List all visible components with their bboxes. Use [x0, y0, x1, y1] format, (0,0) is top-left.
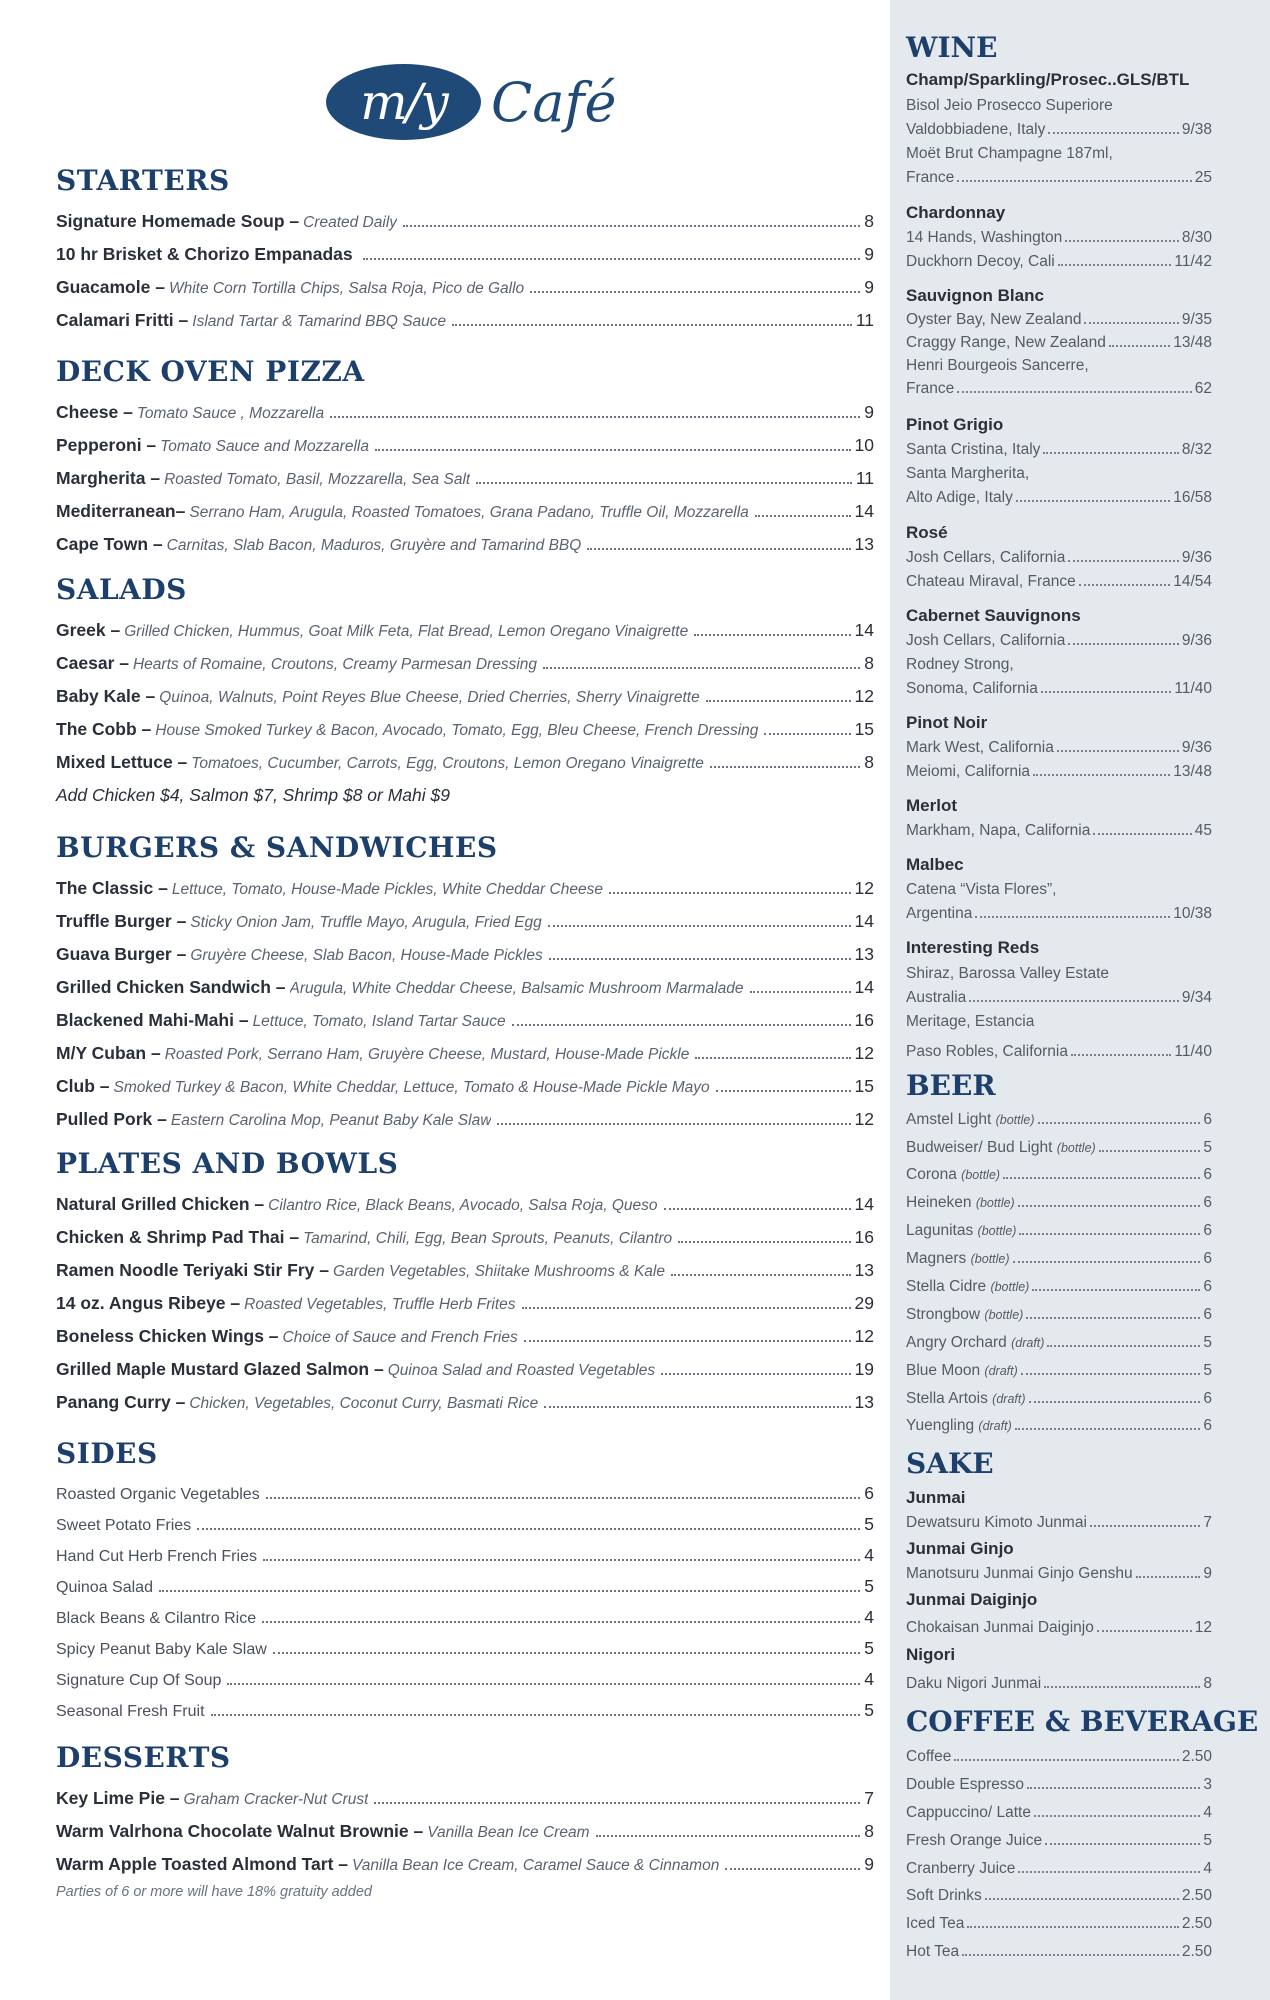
menu-item: The Cobb – House Smoked Turkey & Bacon, Avocado, Tomato, Egg, Bleu Cheese, French Dressing 15: [56, 719, 874, 739]
burgers-section: [56, 830, 874, 1136]
sake-line: Manotsuru Junmai Ginjo Genshu 9: [906, 1565, 1212, 1582]
wine-line: Paso Robles, California 11/40: [906, 1043, 1212, 1060]
menu-item: Sweet Potato Fries 5: [56, 1514, 874, 1534]
beer-title: BEER: [906, 1069, 996, 1102]
wine-line: Duckhorn Decoy, Cali 11/42: [906, 253, 1212, 270]
menu-item: Mixed Lettuce – Tomatoes, Cucumber, Carrots, Egg, Croutons, Lemon Oregano Vinaigrette 8: [56, 752, 874, 772]
menu-item: Chicken & Shrimp Pad Thai – Tamarind, Chili, Egg, Bean Sprouts, Peanuts, Cilantro 16: [56, 1227, 874, 1247]
beverage-line: Soft Drinks 2.50: [906, 1887, 1212, 1904]
wine-category: Merlot: [906, 796, 957, 815]
menu-item: Signature Cup Of Soup 4: [56, 1669, 874, 1689]
menu-item: Panang Curry – Chicken, Vegetables, Coconut Curry, Basmati Rice 13: [56, 1392, 874, 1412]
menu-item: Key Lime Pie – Graham Cracker-Nut Crust 7: [56, 1788, 874, 1808]
wine-line: Catena “Vista Flores”,: [906, 881, 1057, 898]
wine-line: Bisol Jeio Prosecco Superiore: [906, 97, 1113, 114]
starters-section: [56, 163, 874, 337]
wine-line: Markham, Napa, California 45: [906, 822, 1212, 839]
menu-item: Margherita – Roasted Tomato, Basil, Mozzarella, Sea Salt 11: [56, 468, 874, 488]
wine-line: Chateau Miraval, France 14/54: [906, 573, 1212, 590]
sake-category: Junmai Ginjo: [906, 1539, 1014, 1558]
wine-category: Champ/Sparkling/Prosec..GLS/BTL: [906, 70, 1190, 89]
menu-item: 10 hr Brisket & Chorizo Empanadas 9: [56, 244, 874, 264]
sake-line: Dewatsuru Kimoto Junmai 7: [906, 1514, 1212, 1531]
wine-line: Meiomi, California 13/48: [906, 763, 1212, 780]
wine-title: WINE: [906, 31, 998, 64]
logo-monogram: m/y: [326, 64, 481, 140]
wine-line: Oyster Bay, New Zealand 9/35: [906, 311, 1212, 328]
beverage-line: Coffee 2.50: [906, 1748, 1212, 1765]
beverage-line: Cappuccino/ Latte 4: [906, 1804, 1212, 1821]
wine-category: Pinot Grigio: [906, 415, 1004, 434]
wine-line: 14 Hands, Washington 8/30: [906, 229, 1212, 246]
salads-section: [56, 572, 874, 812]
wine-line: Josh Cellars, California 9/36: [906, 632, 1212, 649]
menu-item: Mediterranean– Serrano Ham, Arugula, Roasted Tomatoes, Grana Padano, Truffle Oil, Mozzarella 14: [56, 501, 874, 521]
section-title: SALADS: [56, 573, 187, 606]
menu-item: Seasonal Fresh Fruit 5: [56, 1700, 874, 1720]
menu-item: Cheese – Tomato Sauce , Mozzarella 9: [56, 402, 874, 422]
menu-item: Grilled Chicken Sandwich – Arugula, White Cheddar Cheese, Balsamic Mushroom Marmalade 14: [56, 977, 874, 997]
wine-line: Argentina 10/38: [906, 905, 1212, 922]
wine-category: Rosé: [906, 523, 948, 542]
beverage-line: Cranberry Juice 4: [906, 1860, 1212, 1877]
beer-line: Stella Cidre (bottle) 6: [906, 1278, 1212, 1295]
wine-line: Mark West, California 9/36: [906, 739, 1212, 756]
menu-item: Pepperoni – Tomato Sauce and Mozzarella 10: [56, 435, 874, 455]
add-protein-note: Add Chicken $4, Salmon $7, Shrimp $8 or Mahi $9: [56, 785, 450, 805]
cafe-logo: [326, 62, 616, 142]
beer-line: Strongbow (bottle) 6: [906, 1306, 1212, 1323]
section-title: DESSERTS: [56, 1741, 231, 1774]
menu-item: Baby Kale – Quinoa, Walnuts, Point Reyes Blue Cheese, Dried Cherries, Sherry Vinaigrette 12: [56, 686, 874, 706]
wine-line: Alto Adige, Italy 16/58: [906, 489, 1212, 506]
wine-category: Cabernet Sauvignons: [906, 606, 1081, 625]
sake-title: SAKE: [906, 1447, 994, 1480]
menu-item: Greek – Grilled Chicken, Hummus, Goat Milk Feta, Flat Bread, Lemon Oregano Vinaigrette 14: [56, 620, 874, 640]
menu-item: Black Beans & Cilantro Rice 4: [56, 1607, 874, 1627]
beer-line: Yuengling (draft) 6: [906, 1417, 1212, 1434]
wine-line: Moët Brut Champagne 187ml,: [906, 145, 1113, 162]
wine-line: Henri Bourgeois Sancerre,: [906, 357, 1089, 374]
section-title: SIDES: [56, 1437, 158, 1470]
section-title: DECK OVEN PIZZA: [56, 355, 365, 388]
menu-item: Grilled Maple Mustard Glazed Salmon – Quinoa Salad and Roasted Vegetables 19: [56, 1359, 874, 1379]
menu-item: Quinoa Salad 5: [56, 1576, 874, 1596]
beer-line: Amstel Light (bottle) 6: [906, 1111, 1212, 1128]
wine-line: Valdobbiadene, Italy 9/38: [906, 121, 1212, 138]
beverage-line: Iced Tea 2.50: [906, 1915, 1212, 1932]
menu-item: Signature Homemade Soup – Created Daily 8: [56, 211, 874, 231]
menu-item: Blackened Mahi-Mahi – Lettuce, Tomato, Island Tartar Sauce 16: [56, 1010, 874, 1030]
sake-category: Junmai Daiginjo: [906, 1590, 1038, 1609]
beer-line: Blue Moon (draft) 5: [906, 1362, 1212, 1379]
sake-line: Chokaisan Junmai Daiginjo 12: [906, 1619, 1212, 1636]
menu-item: Ramen Noodle Teriyaki Stir Fry – Garden Vegetables, Shiitake Mushrooms & Kale 13: [56, 1260, 874, 1280]
wine-line: Sonoma, California 11/40: [906, 680, 1212, 697]
beer-line: Budweiser/ Bud Light (bottle) 5: [906, 1139, 1212, 1156]
beer-line: Stella Artois (draft) 6: [906, 1390, 1212, 1407]
wine-category: Sauvignon Blanc: [906, 286, 1044, 305]
wine-line: Santa Cristina, Italy 8/32: [906, 441, 1212, 458]
coffee-title: COFFEE & BEVERAGE: [906, 1705, 1259, 1738]
wine-line: Josh Cellars, California 9/36: [906, 549, 1212, 566]
section-title: PLATES AND BOWLS: [56, 1147, 399, 1180]
menu-item: Caesar – Hearts of Romaine, Croutons, Creamy Parmesan Dressing 8: [56, 653, 874, 673]
beverage-line: Double Espresso 3: [906, 1776, 1212, 1793]
sake-category: Nigori: [906, 1645, 956, 1664]
menu-item: Guava Burger – Gruyère Cheese, Slab Bacon, House-Made Pickles 13: [56, 944, 874, 964]
beverage-line: Hot Tea 2.50: [906, 1943, 1212, 1960]
beer-line: Heineken (bottle) 6: [906, 1194, 1212, 1211]
menu-item: Club – Smoked Turkey & Bacon, White Cheddar, Lettuce, Tomato & House-Made Pickle Mayo 15: [56, 1076, 874, 1096]
wine-category: Pinot Noir: [906, 713, 988, 732]
sake-line: Daku Nigori Junmai 8: [906, 1675, 1212, 1692]
menu-item: Spicy Peanut Baby Kale Slaw 5: [56, 1638, 874, 1658]
section-title: BURGERS & SANDWICHES: [56, 831, 498, 864]
menu-item: Warm Valrhona Chocolate Walnut Brownie – Vanilla Bean Ice Cream 8: [56, 1821, 874, 1841]
menu-item: Boneless Chicken Wings – Choice of Sauce and French Fries 12: [56, 1326, 874, 1346]
menu-item: Roasted Organic Vegetables 6: [56, 1483, 874, 1503]
plates-section: [56, 1146, 874, 1419]
menu-item: Truffle Burger – Sticky Onion Jam, Truffle Mayo, Arugula, Fried Egg 14: [56, 911, 874, 931]
sake-category: Junmai: [906, 1488, 966, 1507]
logo-word: Café: [491, 70, 617, 134]
menu-item: Guacamole – White Corn Tortilla Chips, Salsa Roja, Pico de Gallo 9: [56, 277, 874, 297]
menu-item: Warm Apple Toasted Almond Tart – Vanilla Bean Ice Cream, Caramel Sauce & Cinnamon 9: [56, 1854, 874, 1874]
sides-section: [56, 1436, 874, 1726]
wine-line: France 25: [906, 169, 1212, 186]
menu-item: Calamari Fritti – Island Tartar & Tamarind BBQ Sauce 11: [56, 310, 874, 330]
menu-item: 14 oz. Angus Ribeye – Roasted Vegetables, Truffle Herb Frites 29: [56, 1293, 874, 1313]
menu-item: Natural Grilled Chicken – Cilantro Rice, Black Beans, Avocado, Salsa Roja, Queso 14: [56, 1194, 874, 1214]
wine-line: Australia 9/34: [906, 989, 1212, 1006]
wine-line: Rodney Strong,: [906, 656, 1014, 673]
wine-category: Interesting Reds: [906, 938, 1040, 957]
pizza-section: [56, 354, 874, 561]
menu-item: M/Y Cuban – Roasted Pork, Serrano Ham, Gruyère Cheese, Mustard, House-Made Pickle 12: [56, 1043, 874, 1063]
wine-line: France 62: [906, 380, 1212, 397]
beverage-line: Fresh Orange Juice 5: [906, 1832, 1212, 1849]
wine-line: Santa Margherita,: [906, 465, 1030, 482]
menu-item: The Classic – Lettuce, Tomato, House-Made Pickles, White Cheddar Cheese 12: [56, 878, 874, 898]
wine-category: Chardonnay: [906, 203, 1006, 222]
wine-category: Malbec: [906, 855, 964, 874]
menu-item: Pulled Pork – Eastern Carolina Mop, Peanut Baby Kale Slaw 12: [56, 1109, 874, 1129]
wine-line: Meritage, Estancia: [906, 1013, 1035, 1030]
gratuity-note: Parties of 6 or more will have 18% gratuity added: [56, 1884, 372, 1900]
beer-line: Magners (bottle) 6: [906, 1250, 1212, 1267]
menu-item: Hand Cut Herb French Fries 4: [56, 1545, 874, 1565]
beer-line: Lagunitas (bottle) 6: [906, 1222, 1212, 1239]
beer-line: Corona (bottle) 6: [906, 1166, 1212, 1183]
wine-line: Shiraz, Barossa Valley Estate: [906, 965, 1110, 982]
desserts-section: [56, 1740, 874, 1881]
beer-line: Angry Orchard (draft) 5: [906, 1334, 1212, 1351]
menu-item: Cape Town – Carnitas, Slab Bacon, Maduros, Gruyère and Tamarind BBQ 13: [56, 534, 874, 554]
wine-line: Craggy Range, New Zealand 13/48: [906, 334, 1212, 351]
section-title: STARTERS: [56, 164, 230, 197]
